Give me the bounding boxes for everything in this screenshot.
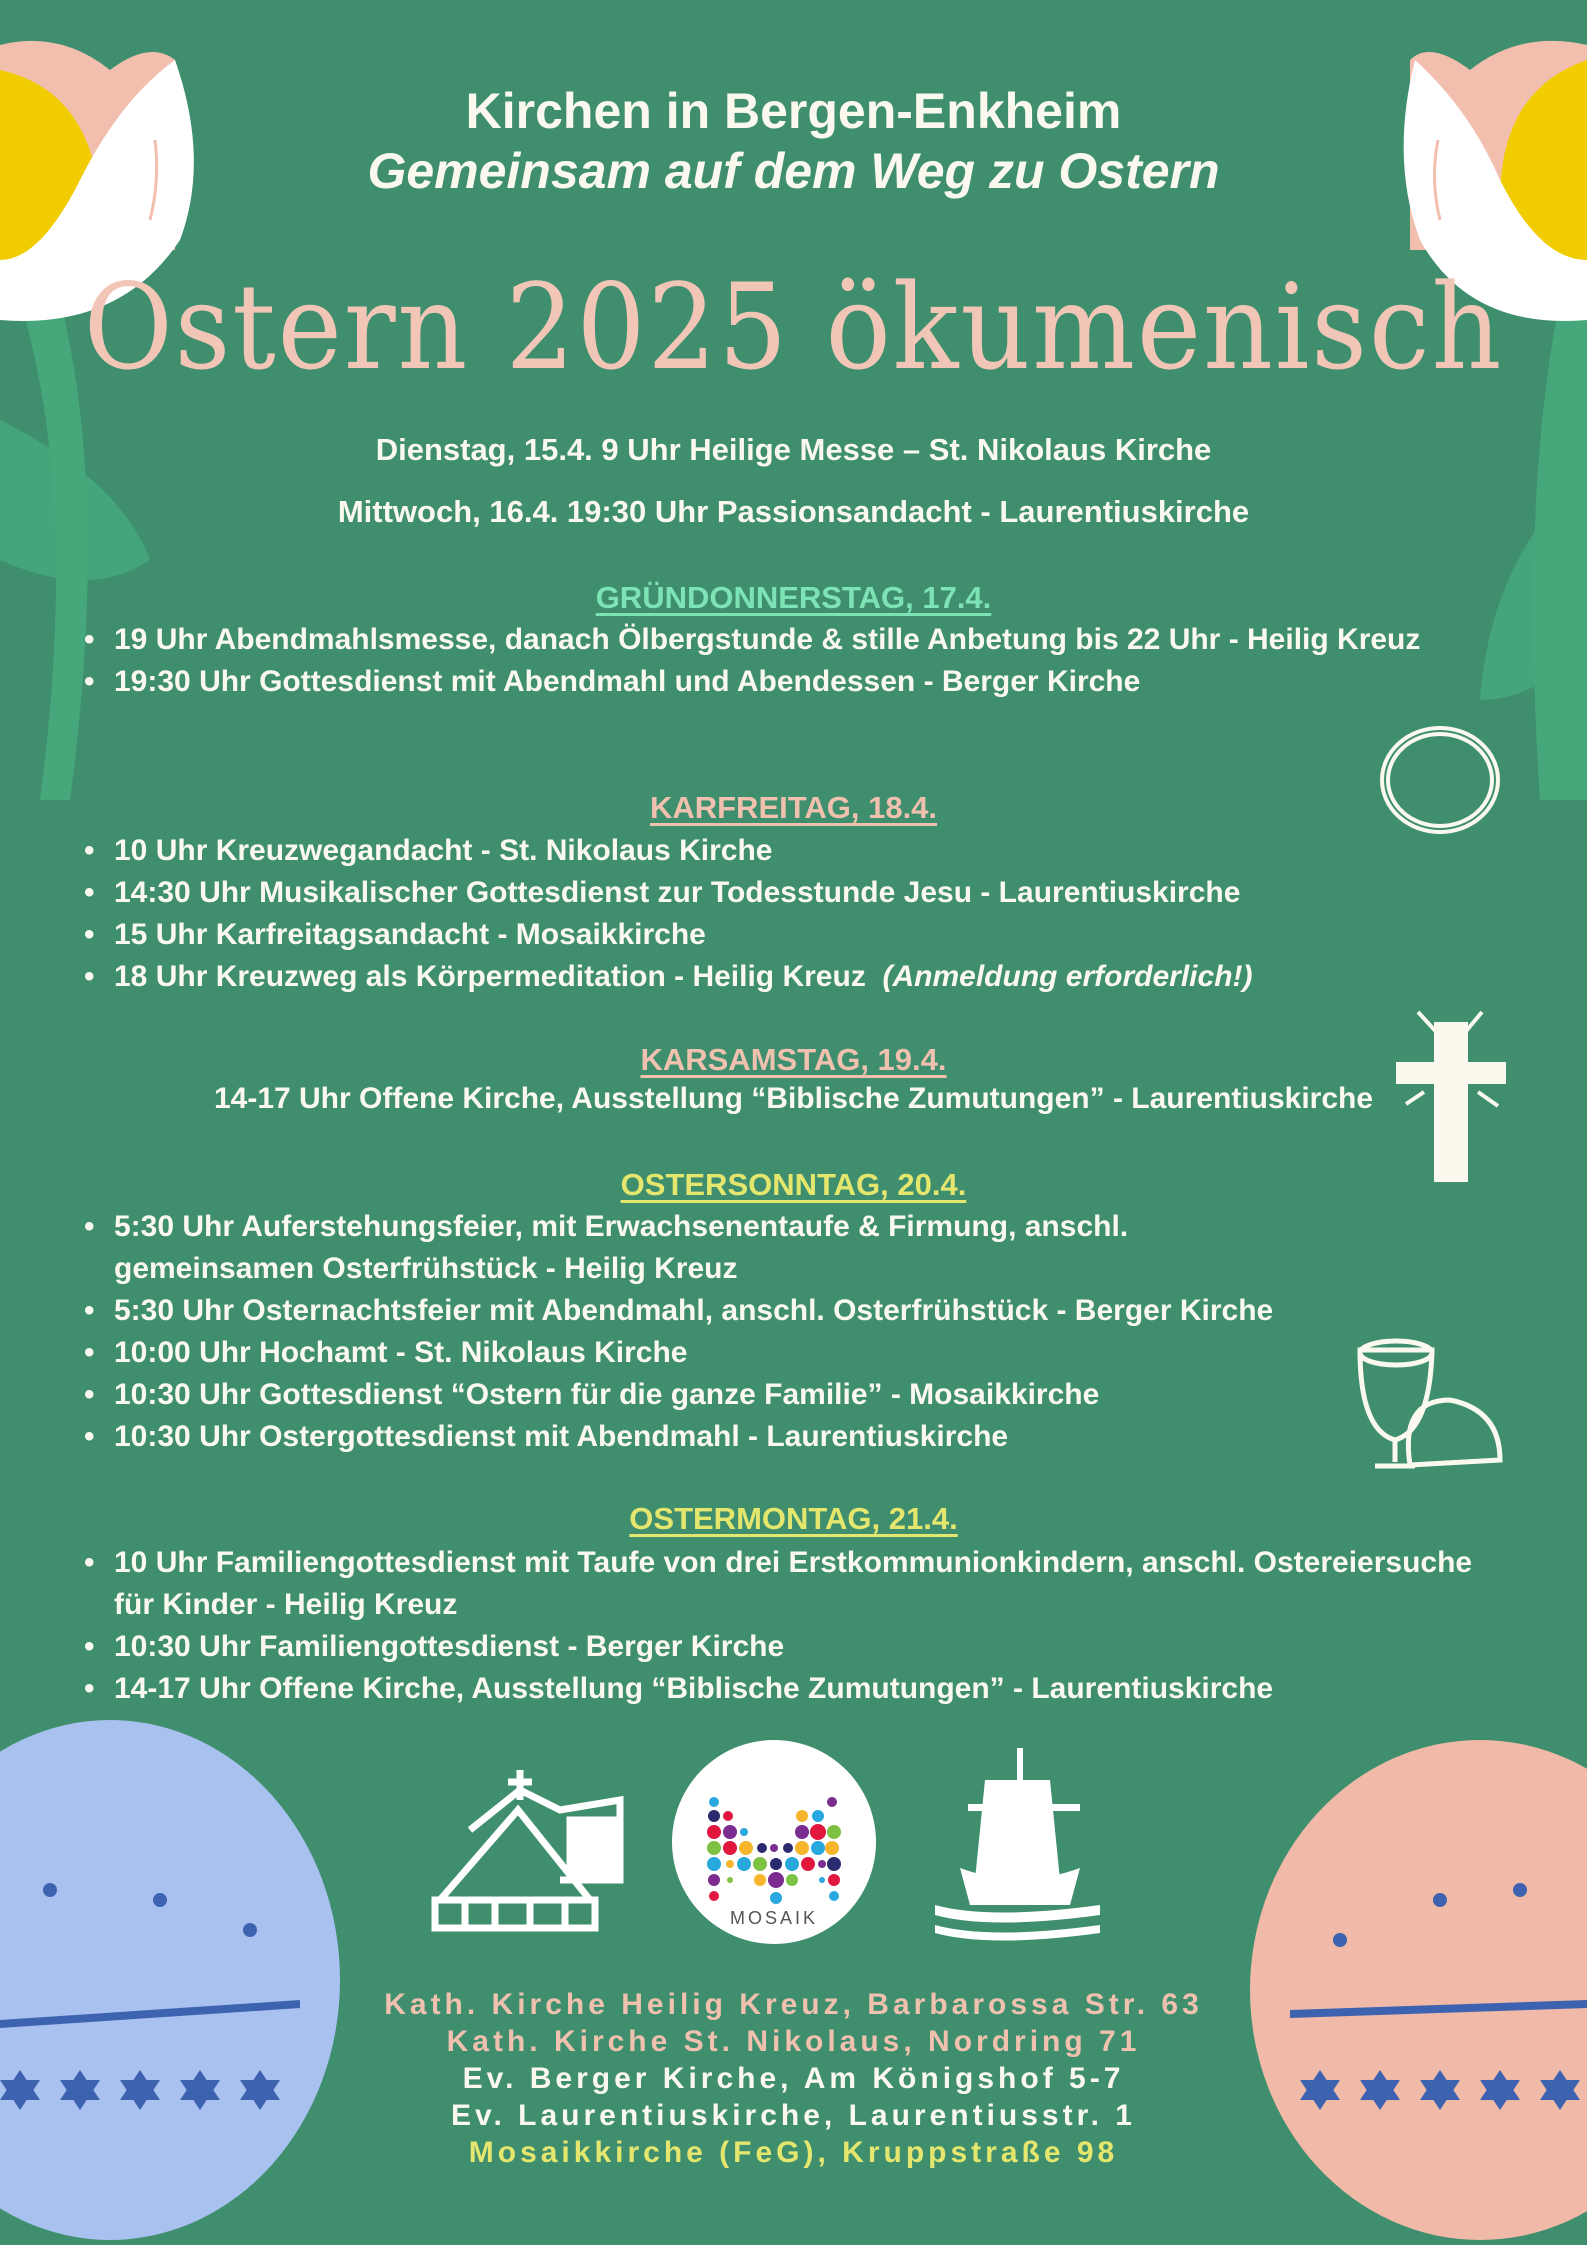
list-item: • 10:30 Uhr Familiengottesdienst - Berger Kirche [82, 1626, 1482, 1668]
registration-note: (Anmeldung erforderlich!) [882, 960, 1253, 993]
list-item-text: 18 Uhr Kreuzweg als Körpermeditation - Heilig Kreuz [114, 960, 866, 993]
list-item: • 5:30 Uhr Osternachtsfeier mit Abendmahl, anschl. Osterfrühstück - Berger Kirche [82, 1290, 1542, 1332]
day-heading: KARSAMSTAG, 19.4. [640, 1042, 947, 1077]
list-item: • 19 Uhr Abendmahlsmesse, danach Ölbergstunde & stille Anbetung bis 22 Uhr - Heilig Kreuz [82, 619, 1482, 661]
address-line: Kath. Kirche St. Nikolaus, Nordring 71 [446, 2025, 1141, 2058]
day-heading: OSTERMONTAG, 21.4. [629, 1501, 958, 1536]
address-line: Ev. Laurentiuskirche, Laurentiusstr. 1 [451, 2099, 1136, 2132]
address-list [0, 1986, 1587, 2171]
list-item: • 14-17 Uhr Offene Kirche, Ausstellung “Biblische Zumutungen” - Laurentiuskirche [82, 1668, 1482, 1710]
list-item: • 10:30 Uhr Gottesdienst “Ostern für die ganze Familie” - Mosaikkirche [82, 1374, 1542, 1416]
list-item: • 19:30 Uhr Gottesdienst mit Abendmahl und Abendessen - Berger Kirche [82, 661, 1482, 703]
day-heading: GRÜNDONNERSTAG, 17.4. [595, 580, 992, 615]
list-item [82, 956, 1522, 998]
address-line: Ev. Berger Kirche, Am Königshof 5-7 [462, 2062, 1125, 2095]
pre-event: Mittwoch, 16.4. 19:30 Uhr Passionsandacht - Laurentiuskirche [337, 494, 1250, 529]
day-list [82, 830, 1522, 998]
address-line: Kath. Kirche Heilig Kreuz, Barbarossa Str. 63 [384, 1988, 1203, 2021]
address-line: Mosaikkirche (FeG), Kruppstraße 98 [468, 2136, 1119, 2169]
list-item: • 10:30 Uhr Ostergottesdienst mit Abendmahl - Laurentiuskirche [82, 1416, 1542, 1458]
list-item: • 10:00 Uhr Hochamt - St. Nikolaus Kirche [82, 1332, 1542, 1374]
day-list [82, 1542, 1482, 1710]
church-heilig-kreuz-logo [435, 1770, 620, 1928]
day-heading: OSTERSONNTAG, 20.4. [620, 1167, 967, 1202]
list-item: • 5:30 Uhr Auferstehungsfeier, mit Erwachsenentaufe & Firmung, anschl. gemeinsamen Osterfrühstück - Heilig Kreuz [82, 1206, 1264, 1290]
header-line2: Gemeinsam auf dem Weg zu Ostern [367, 143, 1220, 199]
pre-event: Dienstag, 15.4. 9 Uhr Heilige Messe – St. Nikolaus Kirche [375, 432, 1212, 467]
mosaik-logo [672, 1740, 876, 1944]
list-item: • 15 Uhr Karfreitagsandacht - Mosaikkirche [82, 914, 1522, 956]
day-list [82, 619, 1482, 703]
page-title: Ostern 2025 ökumenisch [83, 258, 1504, 396]
day-heading: KARFREITAG, 18.4. [649, 790, 938, 825]
header-line1: Kirchen in Bergen-Enkheim [465, 83, 1122, 139]
ship-cross-logo [935, 1748, 1100, 1941]
list-item: 14-17 Uhr Offene Kirche, Ausstellung “Biblische Zumutungen” - Laurentiuskirche [213, 1082, 1374, 1115]
day-list [82, 1206, 1542, 1458]
mosaik-logo-text: MOSAIK [729, 1908, 818, 1928]
list-item: • 10 Uhr Familiengottesdienst mit Taufe von drei Erstkommunionkindern, anschl. Ostereiersuche für Kinder - Heilig Kreuz [82, 1542, 1504, 1626]
list-item: • 10 Uhr Kreuzwegandacht - St. Nikolaus Kirche [82, 830, 1522, 872]
list-item: • 14:30 Uhr Musikalischer Gottesdienst zur Todesstunde Jesu - Laurentiuskirche [82, 872, 1522, 914]
